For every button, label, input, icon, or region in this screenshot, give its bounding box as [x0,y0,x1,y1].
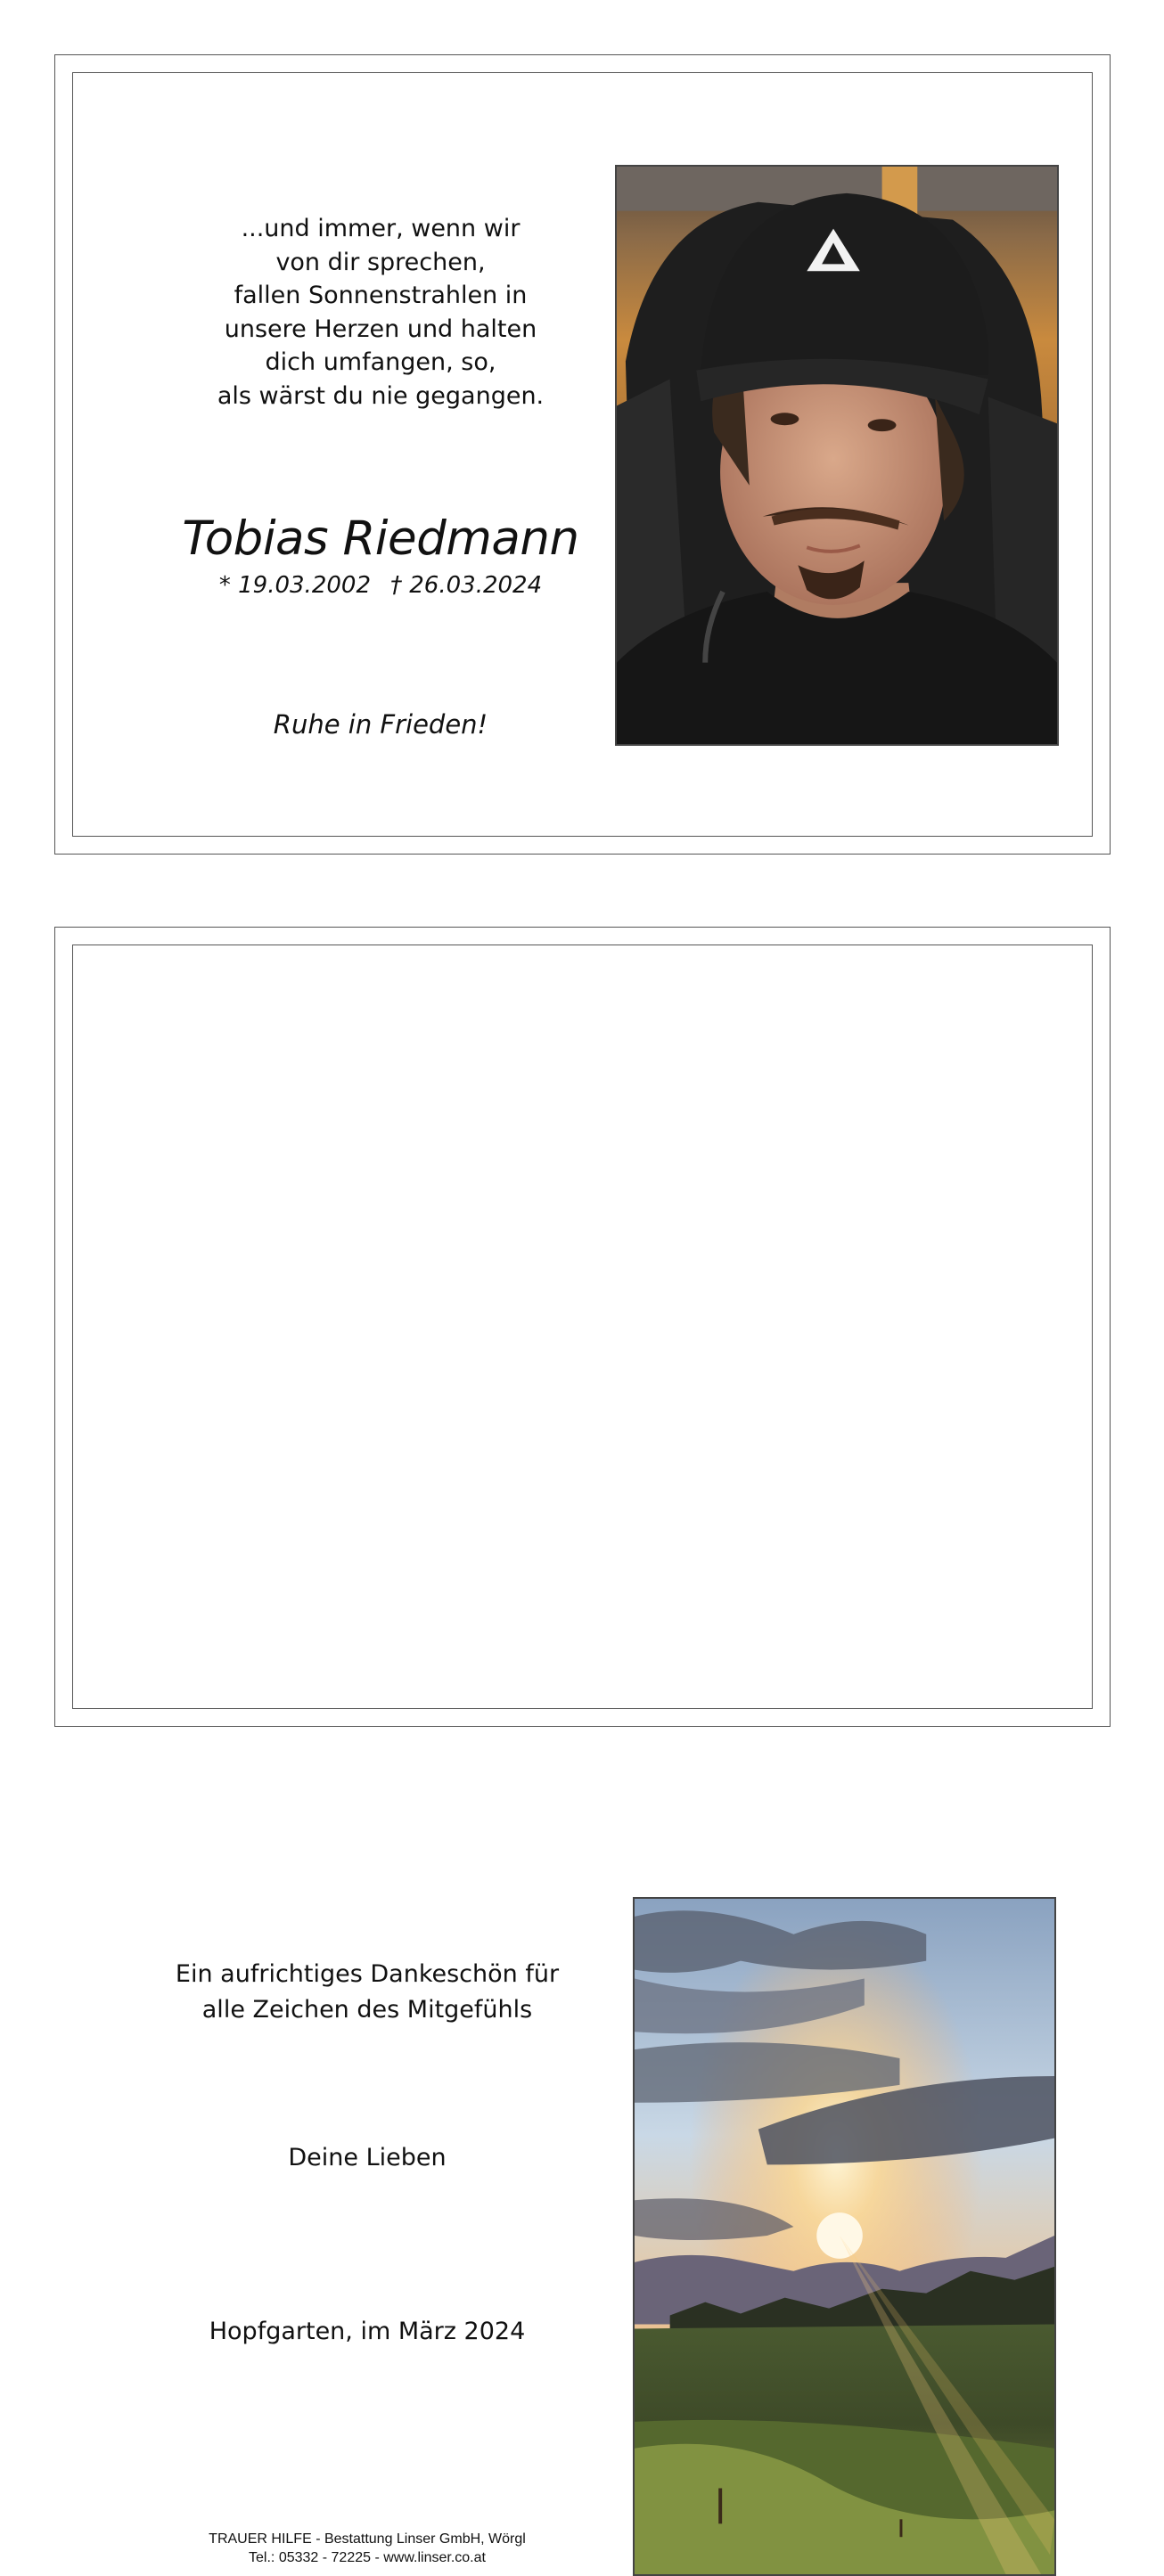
poem-line: ...und immer, wenn wir [241,215,521,242]
thank-you-message [144,1957,590,2028]
life-dates [162,572,599,599]
footer-line: Tel.: 05332 - 72225 - www.linser.co.at [249,2550,486,2565]
thanks-line: Ein aufrichtiges Dankeschön für [175,1960,560,1988]
sunset-landscape-photo [633,1897,1056,2576]
thanks-line: alle Zeichen des Mitgefühls [201,1996,533,2024]
place-date: Hopfgarten, im März 2024 [209,2318,526,2345]
deceased-name: Tobias Riedmann [182,511,579,566]
poem-line: unsere Herzen und halten [224,315,537,343]
signature: Deine Lieben [288,2144,447,2171]
poem-line: als wärst du nie gegangen. [217,381,545,410]
poem [189,212,572,413]
poem-line: fallen Sonnenstrahlen in [234,282,528,309]
death-date: † 26.03.2024 [390,572,543,599]
closing-phrase: Ruhe in Frieden! [273,709,488,740]
front-card [54,54,1111,855]
portrait-photo [615,165,1059,746]
funeral-home-footer [144,2530,590,2567]
poem-line: von dir sprechen, [275,248,486,276]
back-card-inner-border [72,945,1093,1709]
birth-date: * 19.03.2002 [218,572,371,599]
footer-line: TRAUER HILFE - Bestattung Linser GmbH, Wörgl [209,2531,526,2547]
back-card [54,927,1111,2565]
poem-line: dich umfangen, so, [265,348,496,376]
